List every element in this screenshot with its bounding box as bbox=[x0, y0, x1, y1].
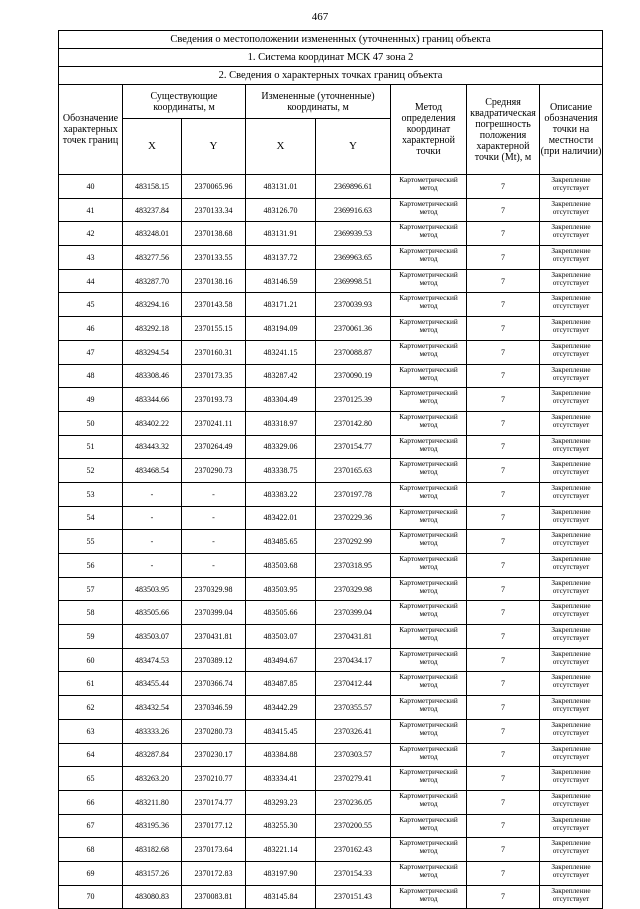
cell-existing-y: 2370329.98 bbox=[182, 577, 246, 601]
cell-changed-y: 2370292.99 bbox=[316, 530, 391, 554]
cell-method: Картометрический метод bbox=[391, 554, 467, 578]
cell-error-value: 7 bbox=[467, 340, 540, 364]
cell-point-id: 60 bbox=[59, 648, 123, 672]
cell-method: Картометрический метод bbox=[391, 435, 467, 459]
cell-existing-x: 483455.44 bbox=[123, 672, 182, 696]
cell-changed-y: 2370039.93 bbox=[316, 293, 391, 317]
cell-description: Закрепление отсутствует bbox=[540, 506, 603, 530]
cell-changed-y: 2370197.78 bbox=[316, 482, 391, 506]
table-row bbox=[59, 364, 603, 388]
cell-description: Закрепление отсутствует bbox=[540, 885, 603, 909]
cell-description: Закрепление отсутствует bbox=[540, 340, 603, 364]
cell-existing-x: 483505.66 bbox=[123, 601, 182, 625]
cell-point-id: 48 bbox=[59, 364, 123, 388]
cell-changed-y: 2370154.33 bbox=[316, 861, 391, 885]
cell-changed-y: 2370154.77 bbox=[316, 435, 391, 459]
cell-method: Картометрический метод bbox=[391, 530, 467, 554]
cell-existing-x: 483443.32 bbox=[123, 435, 182, 459]
cell-error-value: 7 bbox=[467, 885, 540, 909]
cell-method: Картометрический метод bbox=[391, 198, 467, 222]
cell-existing-y: 2370133.55 bbox=[182, 246, 246, 270]
cell-description: Закрепление отсутствует bbox=[540, 269, 603, 293]
cell-point-id: 42 bbox=[59, 222, 123, 246]
table-row bbox=[59, 435, 603, 459]
cell-changed-y: 2369896.61 bbox=[316, 175, 391, 199]
cell-changed-y: 2370355.57 bbox=[316, 696, 391, 720]
table-row bbox=[59, 530, 603, 554]
table-row bbox=[59, 648, 603, 672]
cell-changed-y: 2370090.19 bbox=[316, 364, 391, 388]
cell-error-value: 7 bbox=[467, 411, 540, 435]
cell-changed-x: 483241.15 bbox=[246, 340, 316, 364]
cell-existing-x: 483432.54 bbox=[123, 696, 182, 720]
cell-point-id: 64 bbox=[59, 743, 123, 767]
cell-description: Закрепление отсутствует bbox=[540, 577, 603, 601]
cell-method: Картометрический метод bbox=[391, 482, 467, 506]
cell-point-id: 56 bbox=[59, 554, 123, 578]
cell-point-id: 53 bbox=[59, 482, 123, 506]
cell-existing-x: 483182.68 bbox=[123, 838, 182, 862]
cell-changed-y: 2370200.55 bbox=[316, 814, 391, 838]
cell-changed-x: 483197.90 bbox=[246, 861, 316, 885]
cell-changed-y: 2369963.65 bbox=[316, 246, 391, 270]
cell-description: Закрепление отсутствует bbox=[540, 719, 603, 743]
cell-changed-x: 483442.29 bbox=[246, 696, 316, 720]
cell-error-value: 7 bbox=[467, 743, 540, 767]
table-row bbox=[59, 672, 603, 696]
cell-existing-y: 2370264.49 bbox=[182, 435, 246, 459]
cell-changed-x: 483126.70 bbox=[246, 198, 316, 222]
cell-description: Закрепление отсутствует bbox=[540, 246, 603, 270]
cell-point-id: 40 bbox=[59, 175, 123, 199]
cell-point-id: 50 bbox=[59, 411, 123, 435]
cell-existing-x: 483157.26 bbox=[123, 861, 182, 885]
cell-description: Закрепление отсутствует bbox=[540, 482, 603, 506]
cell-changed-y: 2370125.39 bbox=[316, 388, 391, 412]
cell-changed-y: 2369939.53 bbox=[316, 222, 391, 246]
cell-method: Картометрический метод bbox=[391, 506, 467, 530]
cell-existing-y: - bbox=[182, 554, 246, 578]
cell-description: Закрепление отсутствует bbox=[540, 648, 603, 672]
cell-existing-y: 2370290.73 bbox=[182, 459, 246, 483]
cell-changed-y: 2370165.63 bbox=[316, 459, 391, 483]
cell-method: Картометрический метод bbox=[391, 696, 467, 720]
cell-error-value: 7 bbox=[467, 554, 540, 578]
cell-existing-x: 483402.22 bbox=[123, 411, 182, 435]
table-row bbox=[59, 340, 603, 364]
cell-description: Закрепление отсутствует bbox=[540, 790, 603, 814]
cell-existing-x: 483468.54 bbox=[123, 459, 182, 483]
cell-error-value: 7 bbox=[467, 790, 540, 814]
cell-method: Картометрический метод bbox=[391, 861, 467, 885]
cell-existing-x: 483211.80 bbox=[123, 790, 182, 814]
cell-point-id: 65 bbox=[59, 767, 123, 791]
cell-method: Картометрический метод bbox=[391, 459, 467, 483]
cell-method: Картометрический метод bbox=[391, 340, 467, 364]
cell-existing-x: 483292.18 bbox=[123, 317, 182, 341]
cell-existing-y: 2370138.16 bbox=[182, 269, 246, 293]
cell-existing-y: 2370138.68 bbox=[182, 222, 246, 246]
cell-changed-y: 2369916.63 bbox=[316, 198, 391, 222]
cell-error-value: 7 bbox=[467, 625, 540, 649]
cell-existing-y: - bbox=[182, 530, 246, 554]
table-row bbox=[59, 719, 603, 743]
cell-description: Закрепление отсутствует bbox=[540, 198, 603, 222]
header-existing-x: X bbox=[123, 119, 182, 175]
table-row bbox=[59, 222, 603, 246]
cell-existing-x: 483503.95 bbox=[123, 577, 182, 601]
page-number: 467 bbox=[311, 11, 329, 23]
cell-point-id: 45 bbox=[59, 293, 123, 317]
cell-point-id: 46 bbox=[59, 317, 123, 341]
cell-changed-x: 483171.21 bbox=[246, 293, 316, 317]
cell-point-id: 69 bbox=[59, 861, 123, 885]
cell-existing-x: 483158.15 bbox=[123, 175, 182, 199]
table-row bbox=[59, 885, 603, 909]
cell-error-value: 7 bbox=[467, 530, 540, 554]
cell-description: Закрепление отсутствует bbox=[540, 388, 603, 412]
cell-method: Картометрический метод bbox=[391, 743, 467, 767]
table-row bbox=[59, 696, 603, 720]
cell-changed-x: 483334.41 bbox=[246, 767, 316, 791]
cell-method: Картометрический метод bbox=[391, 411, 467, 435]
cell-existing-x: 483237.84 bbox=[123, 198, 182, 222]
cell-existing-y: 2370177.12 bbox=[182, 814, 246, 838]
header-changed-x: X bbox=[246, 119, 316, 175]
cell-description: Закрепление отсутствует bbox=[540, 364, 603, 388]
cell-method: Картометрический метод bbox=[391, 246, 467, 270]
cell-changed-y: 2370303.57 bbox=[316, 743, 391, 767]
cell-error-value: 7 bbox=[467, 269, 540, 293]
cell-existing-y: 2370399.04 bbox=[182, 601, 246, 625]
cell-method: Картометрический метод bbox=[391, 648, 467, 672]
table-row bbox=[59, 554, 603, 578]
table-row bbox=[59, 293, 603, 317]
cell-description: Закрепление отсутствует bbox=[540, 767, 603, 791]
cell-changed-y: 2370431.81 bbox=[316, 625, 391, 649]
table-body bbox=[59, 175, 603, 909]
cell-point-id: 49 bbox=[59, 388, 123, 412]
cell-existing-x: - bbox=[123, 554, 182, 578]
cell-method: Картометрический метод bbox=[391, 269, 467, 293]
cell-changed-x: 483503.95 bbox=[246, 577, 316, 601]
table-row bbox=[59, 861, 603, 885]
cell-method: Картометрический метод bbox=[391, 885, 467, 909]
cell-changed-x: 483145.84 bbox=[246, 885, 316, 909]
cell-existing-y: 2370346.59 bbox=[182, 696, 246, 720]
cell-error-value: 7 bbox=[467, 767, 540, 791]
cell-changed-y: 2370142.80 bbox=[316, 411, 391, 435]
cell-error-value: 7 bbox=[467, 246, 540, 270]
cell-method: Картометрический метод bbox=[391, 388, 467, 412]
table-row bbox=[59, 601, 603, 625]
table-row bbox=[59, 790, 603, 814]
cell-description: Закрепление отсутствует bbox=[540, 672, 603, 696]
table-row bbox=[59, 459, 603, 483]
cell-existing-y: 2370133.34 bbox=[182, 198, 246, 222]
cell-changed-y: 2370279.41 bbox=[316, 767, 391, 791]
cell-changed-x: 483384.88 bbox=[246, 743, 316, 767]
cell-point-id: 47 bbox=[59, 340, 123, 364]
cell-description: Закрепление отсутствует bbox=[540, 293, 603, 317]
table-title: Сведения о местоположении измененных (уточненных) границ объекта bbox=[59, 31, 603, 49]
cell-existing-y: 2370230.17 bbox=[182, 743, 246, 767]
header-changed-coords: Измененные (уточненные) координаты, м bbox=[246, 85, 391, 119]
cell-description: Закрепление отсутствует bbox=[540, 861, 603, 885]
cell-existing-x: 483294.16 bbox=[123, 293, 182, 317]
cell-description: Закрепление отсутствует bbox=[540, 696, 603, 720]
cell-existing-x: 483287.84 bbox=[123, 743, 182, 767]
cell-error-value: 7 bbox=[467, 861, 540, 885]
cell-error-value: 7 bbox=[467, 672, 540, 696]
cell-point-id: 59 bbox=[59, 625, 123, 649]
cell-existing-y: 2370173.35 bbox=[182, 364, 246, 388]
cell-method: Картометрический метод bbox=[391, 601, 467, 625]
cell-point-id: 55 bbox=[59, 530, 123, 554]
cell-existing-y: - bbox=[182, 506, 246, 530]
table-row bbox=[59, 625, 603, 649]
cell-point-id: 66 bbox=[59, 790, 123, 814]
table-row bbox=[59, 506, 603, 530]
cell-description: Закрепление отсутствует bbox=[540, 601, 603, 625]
cell-existing-y: 2370174.77 bbox=[182, 790, 246, 814]
cell-description: Закрепление отсутствует bbox=[540, 175, 603, 199]
cell-point-id: 62 bbox=[59, 696, 123, 720]
cell-error-value: 7 bbox=[467, 175, 540, 199]
cell-changed-x: 483318.97 bbox=[246, 411, 316, 435]
cell-method: Картометрический метод bbox=[391, 790, 467, 814]
cell-description: Закрепление отсутствует bbox=[540, 222, 603, 246]
cell-description: Закрепление отсутствует bbox=[540, 459, 603, 483]
cell-method: Картометрический метод bbox=[391, 364, 467, 388]
cell-method: Картометрический метод bbox=[391, 577, 467, 601]
cell-changed-y: 2370236.05 bbox=[316, 790, 391, 814]
cell-changed-x: 483329.06 bbox=[246, 435, 316, 459]
cell-existing-x: 483474.53 bbox=[123, 648, 182, 672]
cell-method: Картометрический метод bbox=[391, 814, 467, 838]
cell-changed-y: 2369998.51 bbox=[316, 269, 391, 293]
cell-existing-x: 483308.46 bbox=[123, 364, 182, 388]
cell-point-id: 58 bbox=[59, 601, 123, 625]
cell-point-id: 54 bbox=[59, 506, 123, 530]
cell-existing-y: - bbox=[182, 482, 246, 506]
cell-error-value: 7 bbox=[467, 459, 540, 483]
cell-method: Картометрический метод bbox=[391, 672, 467, 696]
cell-changed-y: 2370326.41 bbox=[316, 719, 391, 743]
cell-point-id: 63 bbox=[59, 719, 123, 743]
cell-description: Закрепление отсутствует bbox=[540, 317, 603, 341]
cell-changed-x: 483503.07 bbox=[246, 625, 316, 649]
cell-description: Закрепление отсутствует bbox=[540, 435, 603, 459]
cell-changed-x: 483494.67 bbox=[246, 648, 316, 672]
table-row bbox=[59, 388, 603, 412]
cell-existing-x: 483294.54 bbox=[123, 340, 182, 364]
cell-point-id: 70 bbox=[59, 885, 123, 909]
cell-description: Закрепление отсутствует bbox=[540, 814, 603, 838]
cell-point-id: 68 bbox=[59, 838, 123, 862]
table-row bbox=[59, 767, 603, 791]
cell-changed-y: 2370162.43 bbox=[316, 838, 391, 862]
table-row bbox=[59, 577, 603, 601]
cell-changed-x: 483422.01 bbox=[246, 506, 316, 530]
cell-point-id: 52 bbox=[59, 459, 123, 483]
cell-existing-x: - bbox=[123, 506, 182, 530]
table-row bbox=[59, 482, 603, 506]
cell-changed-x: 483293.23 bbox=[246, 790, 316, 814]
points-section-title: 2. Сведения о характерных точках границ объекта bbox=[59, 67, 603, 85]
cell-error-value: 7 bbox=[467, 388, 540, 412]
cell-changed-x: 483503.68 bbox=[246, 554, 316, 578]
table-row bbox=[59, 198, 603, 222]
cell-method: Картометрический метод bbox=[391, 317, 467, 341]
cell-changed-x: 483146.59 bbox=[246, 269, 316, 293]
cell-point-id: 67 bbox=[59, 814, 123, 838]
cell-point-id: 44 bbox=[59, 269, 123, 293]
cell-error-value: 7 bbox=[467, 435, 540, 459]
cell-changed-x: 483194.09 bbox=[246, 317, 316, 341]
cell-changed-y: 2370318.95 bbox=[316, 554, 391, 578]
cell-method: Картометрический метод bbox=[391, 222, 467, 246]
table-row bbox=[59, 814, 603, 838]
cell-changed-x: 483221.14 bbox=[246, 838, 316, 862]
table-row bbox=[59, 411, 603, 435]
cell-error-value: 7 bbox=[467, 222, 540, 246]
header-description: Описание обозначения точки на местности (при наличии) bbox=[540, 85, 603, 175]
cell-existing-y: 2370143.58 bbox=[182, 293, 246, 317]
cell-existing-y: 2370065.96 bbox=[182, 175, 246, 199]
table-row bbox=[59, 269, 603, 293]
cell-existing-y: 2370160.31 bbox=[182, 340, 246, 364]
cell-existing-y: 2370241.11 bbox=[182, 411, 246, 435]
cell-point-id: 41 bbox=[59, 198, 123, 222]
cell-changed-x: 483383.22 bbox=[246, 482, 316, 506]
cell-point-id: 51 bbox=[59, 435, 123, 459]
cell-changed-y: 2370434.17 bbox=[316, 648, 391, 672]
cell-method: Картометрический метод bbox=[391, 838, 467, 862]
cell-changed-y: 2370088.87 bbox=[316, 340, 391, 364]
cell-point-id: 57 bbox=[59, 577, 123, 601]
cell-point-id: 61 bbox=[59, 672, 123, 696]
cell-error-value: 7 bbox=[467, 317, 540, 341]
cell-description: Закрепление отсутствует bbox=[540, 743, 603, 767]
table-row bbox=[59, 317, 603, 341]
header-designation: Обозначение характерных точек границ bbox=[59, 85, 123, 175]
cell-method: Картометрический метод bbox=[391, 175, 467, 199]
cell-changed-x: 483338.75 bbox=[246, 459, 316, 483]
cell-description: Закрепление отсутствует bbox=[540, 530, 603, 554]
cell-changed-x: 483304.49 bbox=[246, 388, 316, 412]
cell-existing-x: 483503.07 bbox=[123, 625, 182, 649]
header-method: Метод определения координат характерной точки bbox=[391, 85, 467, 175]
cell-existing-x: 483080.83 bbox=[123, 885, 182, 909]
cell-existing-y: 2370193.73 bbox=[182, 388, 246, 412]
cell-description: Закрепление отсутствует bbox=[540, 411, 603, 435]
cell-error-value: 7 bbox=[467, 814, 540, 838]
header-changed-y: Y bbox=[316, 119, 391, 175]
cell-error-value: 7 bbox=[467, 648, 540, 672]
header-existing-coords: Существующие координаты, м bbox=[123, 85, 246, 119]
cell-changed-y: 2370151.43 bbox=[316, 885, 391, 909]
cell-changed-x: 483137.72 bbox=[246, 246, 316, 270]
table-row bbox=[59, 743, 603, 767]
cell-error-value: 7 bbox=[467, 364, 540, 388]
cell-method: Картометрический метод bbox=[391, 293, 467, 317]
cell-existing-x: 483263.20 bbox=[123, 767, 182, 791]
cell-changed-x: 483255.30 bbox=[246, 814, 316, 838]
table-row bbox=[59, 838, 603, 862]
cell-method: Картометрический метод bbox=[391, 719, 467, 743]
cell-existing-x: 483333.26 bbox=[123, 719, 182, 743]
cell-existing-y: 2370083.81 bbox=[182, 885, 246, 909]
header-error: Средняя квадратическая погрешность положения характерной точки (Mt), м bbox=[467, 85, 540, 175]
cell-changed-y: 2370329.98 bbox=[316, 577, 391, 601]
cell-error-value: 7 bbox=[467, 696, 540, 720]
cell-description: Закрепление отсутствует bbox=[540, 838, 603, 862]
cell-changed-y: 2370229.36 bbox=[316, 506, 391, 530]
cell-changed-x: 483487.85 bbox=[246, 672, 316, 696]
cell-existing-x: 483344.66 bbox=[123, 388, 182, 412]
cell-changed-x: 483287.42 bbox=[246, 364, 316, 388]
cell-existing-x: 483195.36 bbox=[123, 814, 182, 838]
header-existing-y: Y bbox=[182, 119, 246, 175]
cell-error-value: 7 bbox=[467, 198, 540, 222]
cell-changed-y: 2370399.04 bbox=[316, 601, 391, 625]
cell-existing-x: - bbox=[123, 482, 182, 506]
boundary-points-table bbox=[58, 30, 603, 909]
cell-error-value: 7 bbox=[467, 482, 540, 506]
table-row bbox=[59, 175, 603, 199]
table-row bbox=[59, 246, 603, 270]
cell-changed-y: 2370061.36 bbox=[316, 317, 391, 341]
cell-existing-y: 2370173.64 bbox=[182, 838, 246, 862]
cell-error-value: 7 bbox=[467, 506, 540, 530]
cell-existing-y: 2370431.81 bbox=[182, 625, 246, 649]
cell-method: Картометрический метод bbox=[391, 767, 467, 791]
cell-changed-x: 483415.45 bbox=[246, 719, 316, 743]
cell-existing-y: 2370366.74 bbox=[182, 672, 246, 696]
cell-existing-y: 2370389.12 bbox=[182, 648, 246, 672]
cell-error-value: 7 bbox=[467, 601, 540, 625]
cell-description: Закрепление отсутствует bbox=[540, 554, 603, 578]
cell-existing-x: 483248.01 bbox=[123, 222, 182, 246]
cell-method: Картометрический метод bbox=[391, 625, 467, 649]
cell-error-value: 7 bbox=[467, 293, 540, 317]
coordinate-system-title: 1. Система координат МСК 47 зона 2 bbox=[59, 49, 603, 67]
cell-changed-x: 483485.65 bbox=[246, 530, 316, 554]
cell-point-id: 43 bbox=[59, 246, 123, 270]
cell-error-value: 7 bbox=[467, 577, 540, 601]
cell-existing-y: 2370280.73 bbox=[182, 719, 246, 743]
cell-existing-y: 2370210.77 bbox=[182, 767, 246, 791]
cell-changed-x: 483505.66 bbox=[246, 601, 316, 625]
cell-changed-y: 2370412.44 bbox=[316, 672, 391, 696]
cell-changed-x: 483131.01 bbox=[246, 175, 316, 199]
cell-existing-x: 483287.70 bbox=[123, 269, 182, 293]
cell-error-value: 7 bbox=[467, 838, 540, 862]
cell-error-value: 7 bbox=[467, 719, 540, 743]
cell-existing-y: 2370155.15 bbox=[182, 317, 246, 341]
cell-existing-x: 483277.56 bbox=[123, 246, 182, 270]
cell-changed-x: 483131.91 bbox=[246, 222, 316, 246]
cell-existing-y: 2370172.83 bbox=[182, 861, 246, 885]
cell-existing-x: - bbox=[123, 530, 182, 554]
cell-description: Закрепление отсутствует bbox=[540, 625, 603, 649]
